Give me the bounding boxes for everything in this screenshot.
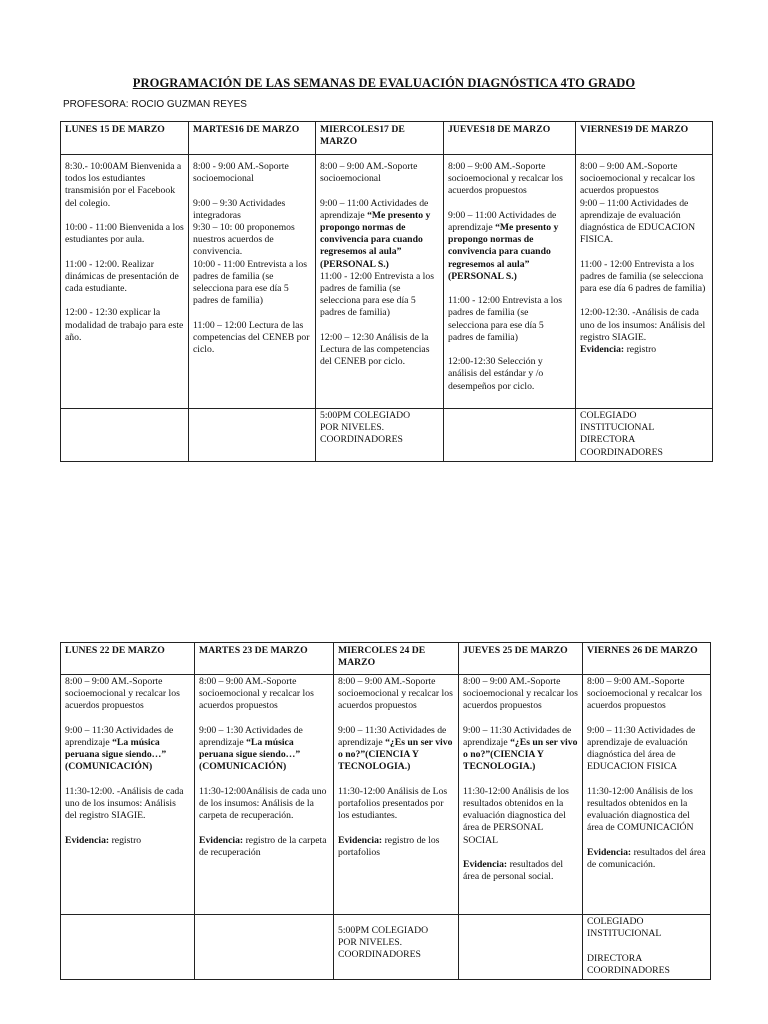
empty-cell: [61, 409, 189, 462]
activity: 12:00-12:30 Selección y análisis del estándar y /o desempeños por ciclo.: [448, 356, 544, 392]
activity: 11:30-12:00. -Análisis de cada uno de los insumos: Análisis del registro SIAGIE.: [65, 785, 184, 822]
activity: 11:00 – 12:00 Lectura de las competencias del CENEB por ciclo.: [193, 319, 310, 356]
activity-time: 9:00 – 11:30 Actividades de aprendizaje: [65, 724, 174, 748]
collegiate-meeting-note: 5:00PM COLEGIADO POR NIVELES. COORDINADORES: [334, 915, 459, 980]
activity: 9:00 – 11:30 Actividades de aprendizaje de evaluación diagnóstica del área de EDUCACION FISICA: [587, 724, 696, 773]
evidence: [587, 847, 706, 871]
header-thursday: JUEVES18 DE MARZO: [444, 122, 576, 155]
activity: [448, 210, 571, 283]
meeting-line: COLEGIADO INSTITUCIONAL: [587, 916, 662, 940]
activity-title: “La música peruana sigue siendo…” (COMUNICACIÓN): [65, 737, 167, 773]
activity: 11:30-12:00 Análisis de Los portafolios presentados por los estudiantes.: [338, 785, 448, 822]
header-friday: VIERNES19 DE MARZO: [576, 122, 713, 155]
activity-title: “La música peruana sigue siendo…” (COMUNICACIÓN): [199, 737, 301, 773]
activity: 11:00 - 12:00. Realizar dinámicas de presentación de cada estudiante.: [65, 258, 179, 294]
schedule-table-week-2: [60, 642, 711, 980]
monday-activities: [61, 155, 189, 409]
activity: 11:30-12:00 Análisis de los resultados obtenidos en la evaluación diagnostica del área de PERSONAL SOCIAL: [463, 785, 569, 846]
institutional-meeting-note: COLEGIADO INSTITUCIONAL DIRECTORA COORDINADORES: [576, 409, 713, 462]
empty-cell: [61, 915, 195, 980]
activity: 8:00 – 9:00 AM.-Soporte socioemocional y recalcar los acuerdos propuestos: [587, 676, 702, 712]
activity: [65, 725, 190, 774]
evidence: [463, 859, 578, 883]
evidence-text: registro de los portafolios: [338, 834, 440, 858]
evidence-text: resultados del área de personal social.: [463, 859, 564, 883]
schedule-table-week-1: [60, 121, 713, 462]
collegiate-meeting-note: 5:00PM COLEGIADO POR NIVELES. COORDINADORES: [316, 409, 444, 462]
activity-title: “Me presento y propongo normas de convivencia para cuando regresemos al aula” (PERSONAL S.): [448, 222, 559, 282]
activity: [580, 307, 708, 356]
activity: 11:30-12:00 Análisis de los resultados obtenidos en la evaluación diagnostica del área de COMUNICACIÓN: [587, 785, 694, 834]
activity: 8:00 – 9:00 AM.-Soporte socioemocional: [320, 161, 418, 185]
activity: 8:00 – 9:00 AM.-Soporte socioemocional y recalcar los acuerdos propuestos: [338, 676, 453, 712]
friday-activities: [576, 155, 713, 409]
evidence: [199, 835, 329, 859]
activity: [463, 725, 578, 774]
evidence-label: Evidencia:: [338, 834, 383, 846]
evidence: [65, 835, 190, 847]
activity: [320, 198, 439, 271]
footer-row: [61, 915, 711, 980]
evidence-text: registro: [624, 344, 657, 356]
activity-title: “¿Es un ser vivo o no?”(CIENCIA Y TECNOLOGIA.): [463, 737, 578, 773]
institutional-meeting-note: [583, 915, 711, 980]
evidence-label: Evidencia:: [199, 834, 244, 846]
empty-cell: [195, 915, 334, 980]
header-row: [61, 122, 713, 155]
evidence-text: registro: [109, 834, 142, 846]
evidence: [338, 835, 454, 859]
activity-time: 9:00 – 11:30 Actividades de aprendizaje: [463, 724, 572, 748]
evidence-label: Evidencia:: [463, 859, 508, 870]
activities-row: [61, 155, 713, 409]
monday-activities: [61, 675, 195, 915]
activity: [199, 725, 329, 774]
footer-row: [61, 409, 713, 462]
activity: 12:00 – 12:30 Análisis de la Lectura de las competencias del CENEB por ciclo.: [320, 331, 430, 368]
activity: 10:00 - 11:00 Bienvenida a los estudiantes por aula.: [65, 222, 184, 246]
activity: 11:00 - 12:00 Entrevista a los padres de familia (se selecciona para ese día 6 padres de familia): [580, 258, 706, 295]
activity: 8:00 – 9:00 AM.-Soporte socioemocional y recalcar los acuerdos propuestos: [448, 161, 563, 197]
thursday-activities: [444, 155, 576, 409]
header-wednesday: MIERCOLES17 DE MARZO: [316, 122, 444, 155]
empty-cell: [459, 915, 583, 980]
evidence-text: resultados del área de comunicación.: [587, 846, 706, 870]
activity: 9:00 – 9:30 Actividades integradoras: [193, 197, 286, 221]
activity: 8:00 – 9:00 AM.-Soporte socioemocional y recalcar los acuerdos propuestos: [463, 676, 578, 712]
header-thursday: JUEVES 25 DE MARZO: [459, 643, 583, 675]
activity-title: “¿Es un ser vivo o no?”(CIENCIA Y TECNOLOGIA.): [338, 737, 453, 773]
activity: 11:00 - 12:00 Entrevista a los padres de familia (se selecciona para ese día 5 padres de familia): [448, 295, 562, 343]
header-tuesday: MARTES 23 DE MARZO: [195, 643, 334, 675]
activity: 9:00 – 11:00 Actividades de aprendizaje de evaluación diagnóstica de EDUCACION FISICA.: [580, 197, 696, 246]
header-friday: VIERNES 26 DE MARZO: [583, 643, 711, 675]
evidence-label: Evidencia:: [580, 344, 625, 356]
activity: 10:00 - 11:00 Entrevista a los padres de familia (se selecciona para ese día 5 padres de familia): [193, 258, 307, 307]
meeting-line: DIRECTORA COORDINADORES: [587, 952, 670, 976]
page-title: PROGRAMACIÓN DE LAS SEMANAS DE EVALUACIÓN DIAGNÓSTICA 4TO GRADO: [132, 76, 636, 90]
activity-title: “Me presento y propongo normas de convivencia para cuando regresemos al aula” (PERSONAL S.): [320, 209, 431, 270]
activity-text: 12:00-12:30. -Análisis de cada uno de los insumos: Análisis del registro SIAGIE.: [580, 307, 706, 343]
activity: 8:00 – 9:00 AM.-Soporte socioemocional y recalcar los acuerdos propuestos: [580, 161, 695, 197]
thursday-activities: [459, 675, 583, 915]
wednesday-activities: [316, 155, 444, 409]
activity-time: 9:00 – 11:30 Actividades de aprendizaje: [338, 724, 447, 748]
header-monday: LUNES 15 DE MARZO: [61, 122, 189, 155]
activity-time: 9:00 – 11:00 Actividades de aprendizaje: [320, 197, 429, 221]
header-tuesday: MARTES16 DE MARZO: [189, 122, 316, 155]
tuesday-activities: [189, 155, 316, 409]
activity: 8:00 - 9:00 AM.-Soporte socioemocional: [193, 161, 289, 185]
empty-cell: [189, 409, 316, 462]
activity: 11:00 - 12:00 Entrevista a los padres de familia (se selecciona para ese día 5 padres de familia): [320, 270, 434, 319]
wednesday-activities: [334, 675, 459, 915]
activity: 9:30 – 10: 00 proponemos nuestros acuerdos de convivencia.: [193, 222, 295, 258]
tuesday-activities: [195, 675, 334, 915]
empty-cell: [444, 409, 576, 462]
teacher-name: PROFESORA: ROCIO GUZMAN REYES: [63, 99, 247, 110]
activity: 8:30.- 10:00AM Bienvenida a todos los estudiantes transmisión por el Facebook del colegio.: [65, 161, 182, 209]
evidence-label: Evidencia:: [65, 834, 110, 846]
header-row: [61, 643, 711, 675]
evidence-label: Evidencia:: [587, 846, 632, 858]
header-monday: LUNES 22 DE MARZO: [61, 643, 195, 675]
activity: 8:00 – 9:00 AM.-Soporte socioemocional y recalcar los acuerdos propuestos: [65, 676, 180, 712]
evidence-text: registro de la carpeta de recuperación: [199, 834, 327, 858]
header-wednesday: MIERCOLES 24 DE MARZO: [334, 643, 459, 675]
activities-row: [61, 675, 711, 915]
friday-activities: [583, 675, 711, 915]
activity: 11:30-12:00Análisis de cada uno de los insumos: Análisis de la carpeta de recuperación.: [199, 785, 327, 822]
activity-time: 9:00 – 11:00 Actividades de aprendizaje: [448, 209, 557, 233]
activity: 8:00 – 9:00 AM.-Soporte socioemocional y recalcar los acuerdos propuestos: [199, 676, 314, 712]
activity: [338, 725, 454, 774]
activity-time: 9:00 – 1:30 Actividades de aprendizaje: [199, 724, 303, 748]
activity: 12:00 - 12:30 explicar la modalidad de trabajo para este año.: [65, 307, 184, 343]
